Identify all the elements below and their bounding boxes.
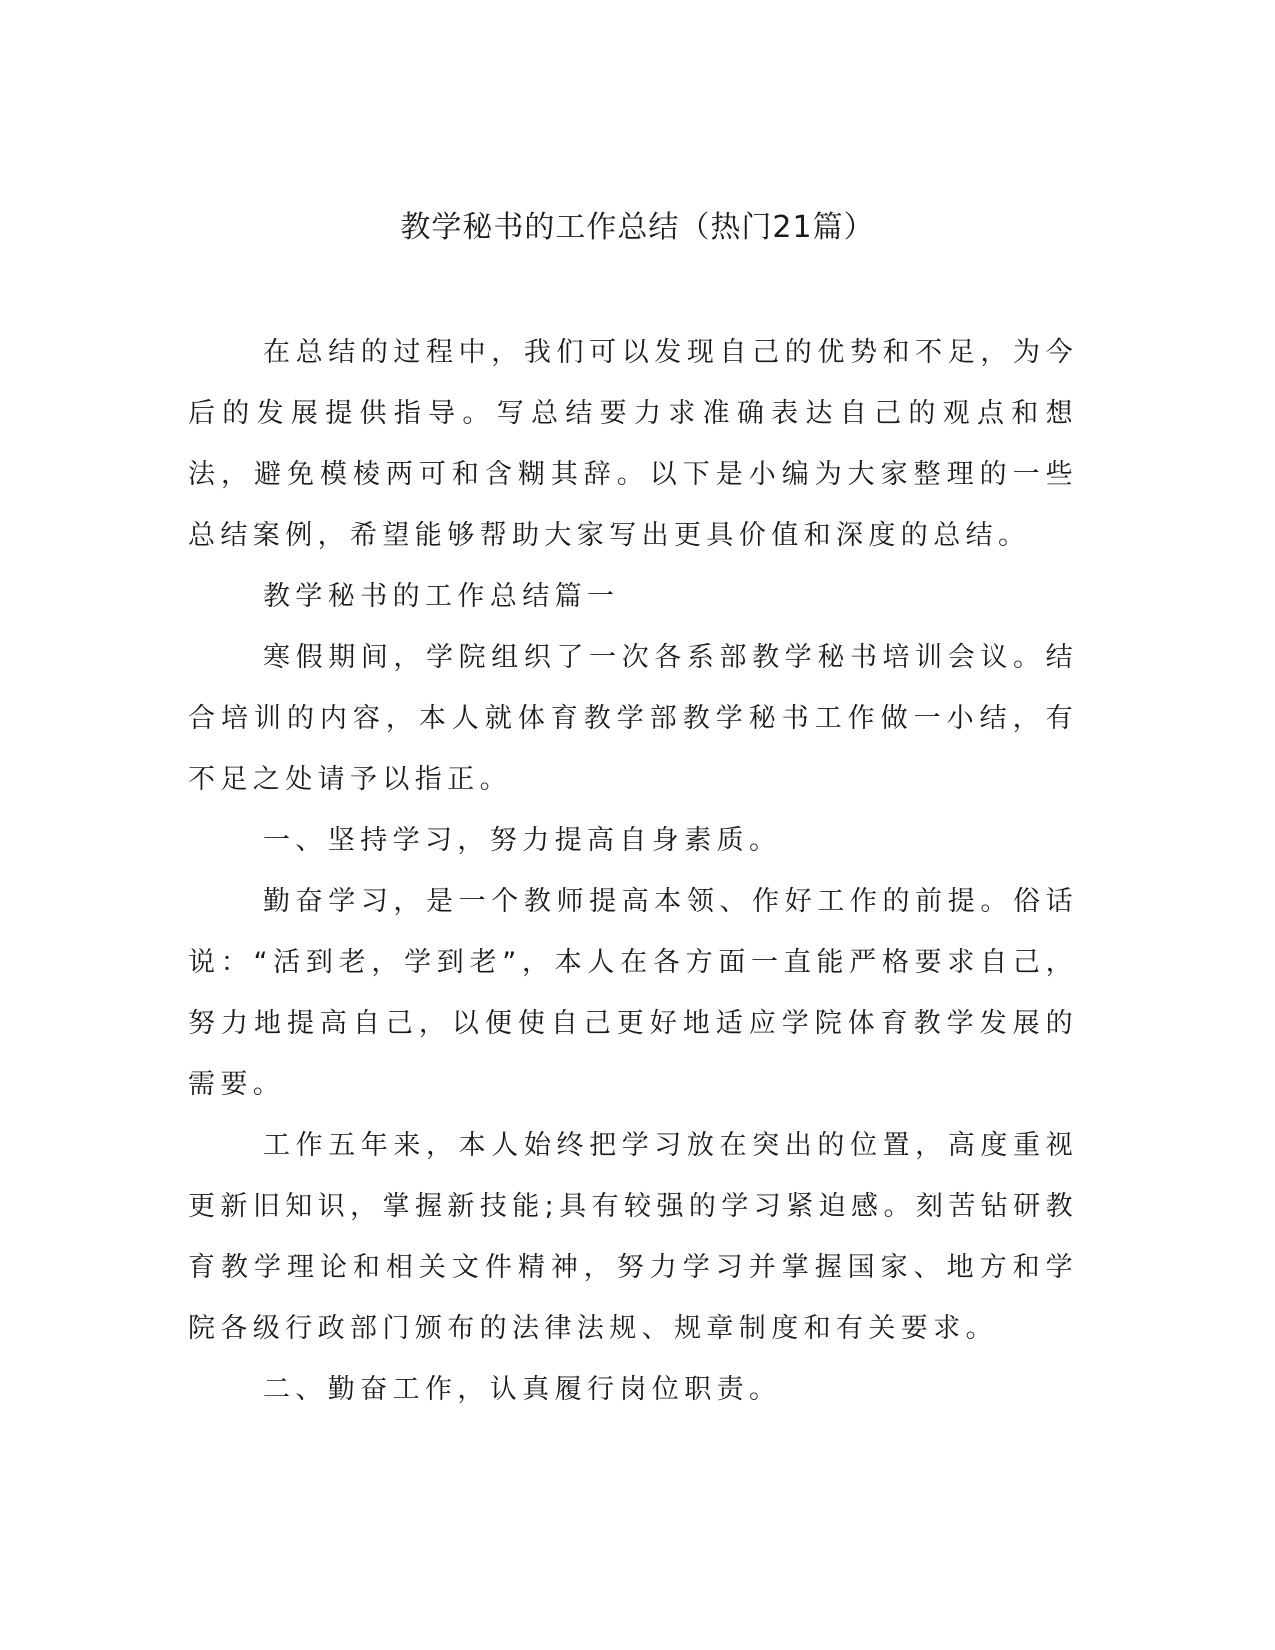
intro-paragraph: 在总结的过程中，我们可以发现自己的优势和不足，为今后的发展提供指导。写总结要力求准确表达自己的观点和想法，避免模棱两可和含糊其辞。以下是小编为大家整理的一些总结案例，希望能够帮助大家写出更具价值和深度的总结。 bbox=[188, 337, 1078, 551]
subheading-work: 二、勤奋工作，认真履行岗位职责。 bbox=[263, 1374, 782, 1405]
body-paragraph: 寒假期间，学院组织了一次各系部教学秘书培训会议。结合培训的内容，本人就体育教学部教学秘书工作做一小结，有不足之处请予以指正。 bbox=[188, 642, 1078, 795]
document-title: 教学秘书的工作总结（热门21篇） bbox=[400, 210, 875, 245]
section-heading-part-one: 教学秘书的工作总结篇一 bbox=[263, 581, 620, 612]
subheading-study: 一、坚持学习，努力提高自身素质。 bbox=[263, 825, 782, 856]
document-body bbox=[188, 322, 1078, 1420]
body-paragraph: 勤奋学习，是一个教师提高本领、作好工作的前提。俗话说：“活到老，学到老”，本人在各方面一直能严格要求自己，努力地提高自己，以便使自己更好地适应学院体育教学发展的需要。 bbox=[188, 886, 1078, 1100]
body-paragraph: 工作五年来，本人始终把学习放在突出的位置，高度重视更新旧知识，掌握新技能;具有较强的学习紧迫感。刻苦钻研教育教学理论和相关文件精神，努力学习并掌握国家、地方和学院各级行政部门颁布的法律法规、规章制度和有关要求。 bbox=[188, 1130, 1078, 1344]
